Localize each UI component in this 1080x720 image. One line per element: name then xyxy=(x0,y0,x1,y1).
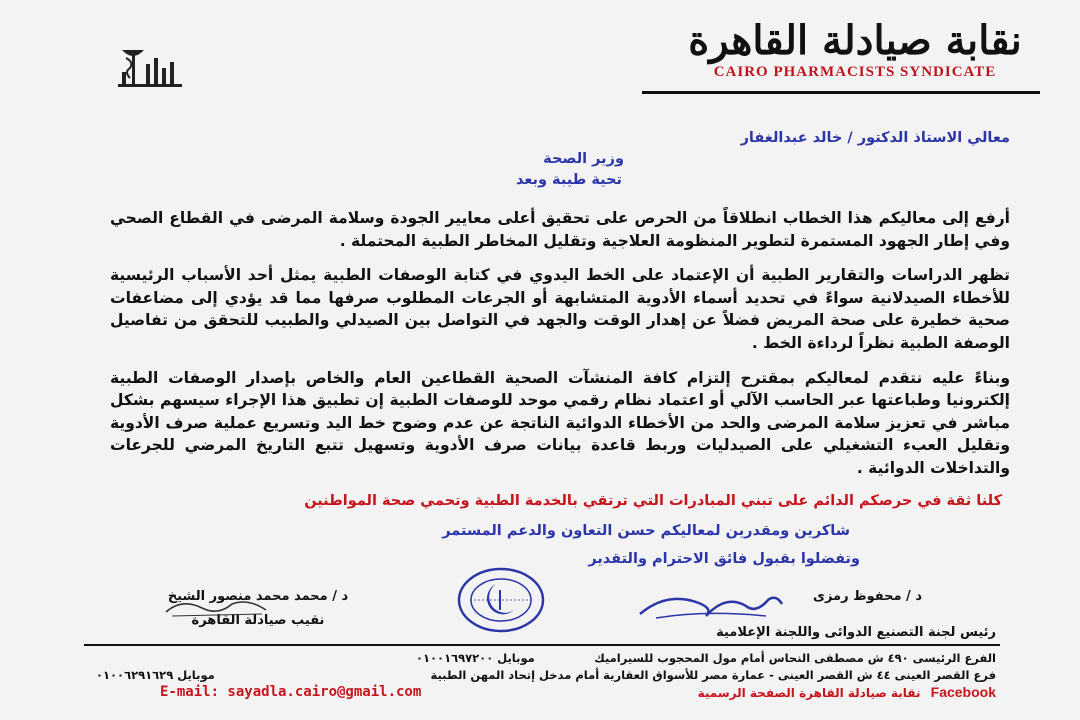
main-branch-address: الفرع الرئيسى ٤٩٠ ش مصطفى النحاس أمام مول المحجوب للسيراميك xyxy=(594,651,996,665)
letter-body xyxy=(90,128,1010,570)
header-divider xyxy=(642,91,1040,94)
syndicate-name-arabic: نقابة صيادلة القاهرة xyxy=(688,17,1022,64)
syndicate-crescent-logo xyxy=(66,24,206,98)
handwritten-signature-left xyxy=(162,596,272,622)
facebook-label: Facebook xyxy=(930,684,996,700)
main-branch-mobile: موبايل ٠١٠٠١٦٩٧٢٠٠ xyxy=(416,651,535,665)
syndicate-seal xyxy=(456,566,546,634)
facebook-page-link[interactable] xyxy=(698,684,996,702)
footer-contacts xyxy=(96,650,996,700)
footer-kasr-branch-row xyxy=(96,667,996,684)
signatory-name-right: د / محفوظ رمزى xyxy=(813,589,922,604)
syndicate-name-english: CAIRO PHARMACISTS SYNDICATE xyxy=(713,64,997,80)
footer-main-branch-row xyxy=(96,650,996,667)
footer-divider xyxy=(84,644,1000,646)
addressee: معالي الاستاذ الدكتور / خالد عبدالغفار xyxy=(740,130,1010,146)
contact-email-link[interactable]: E-mail: sayadla.cairo@gmail.com xyxy=(160,684,422,700)
handwritten-signature-right xyxy=(636,588,786,624)
greeting: تحية طيبة وبعد xyxy=(515,172,622,188)
signatory-name-left: د / محمد محمد منصور الشيخ xyxy=(167,589,349,604)
addressee-title: وزير الصحة xyxy=(543,151,624,167)
signatory-role-left: نقيب صيادلة القاهرة xyxy=(191,613,325,628)
facebook-page-name: نقابة صيادلة القاهرة الصفحة الرسمية xyxy=(697,686,921,700)
closing-trust: كلنا ثقة في حرصكم الدائم على تبني المبادرات التي ترتقي بالخدمة الطبية وتحمي صحة المواطنين xyxy=(304,492,1002,509)
closing-regards: وتفضلوا بقبول فائق الاحترام والتقدير xyxy=(588,550,860,567)
paragraph-intro: أرفع إلى معاليكم هذا الخطاب انطلاقاً من الحرص على تحقيق أعلى معايير الجودة وسلامة المرضى في القطاع الصحي وفي إطار الجهود المستمرة لتطوير المنظومة العلاجية وتقليل المخاطر الطبية المحتملة . xyxy=(110,209,1010,250)
paragraph-proposal: وبناءً عليه نتقدم لمعاليكم بمقترح إلتزام كافة المنشآت الصحية القطاعين العام والخاص بإصدار الوصفات الطبية إلكترونيا وطباعتها عبر الحاسب الآلي أو اعتماد نظام رقمي موحد للوصفات الطبية إن تطبيق هذا الإجراء سيسهم بشكل مباشر في تعزيز سلامة المرضى والحد من الأخطاء الدوائية الناتجة عن عدم وضوح خط اليد وتسريع عملية صرف الأدوية وتقليل العبء التشغيلي على الصيدليات وربط قاعدة بيانات صرف الأدوية وتسهيل تتبع التاريخ المرضي للجرعات والتداخلات الدوائية . xyxy=(110,368,1010,477)
syndicate-header xyxy=(670,14,1040,81)
paragraph-problem: تظهر الدراسات والتقارير الطبية أن الإعتماد على الخط اليدوي في كتابة الوصفات الطبية يمثل أحد الأسباب الرئيسية للأخطاء الصيدلانية سواءً في تحديد أسماء الأدوية المتشابهة أو الجرعات المطلوب صرفها مما قد يؤدي إلى مضاعفات صحية خطيرة على صحة المريض فضلاً عن إهدار الوقت والجهد في التواصل بين الصيدلي والطبيب للتحقق من تفاصيل الوصفة الطبية نظراً لرداءة الخط . xyxy=(110,266,1010,352)
closing-thanks: شاكرين ومقدرين لمعاليكم حسن التعاون والدعم المستمر xyxy=(442,522,850,539)
signatory-role-right: رئيس لجنة التصنيع الدوائى واللجنة الإعلامية xyxy=(716,625,996,640)
kasr-branch-address: فرع القصر العينى ٤٤ ش القصر العينى - عمارة مصر للأسواق العقارية أمام مدخل إتحاد المهن الطبية xyxy=(430,668,996,682)
kasr-branch-mobile: موبايل ٠١٠٠٦٢٩١٦٢٩ xyxy=(96,668,215,682)
